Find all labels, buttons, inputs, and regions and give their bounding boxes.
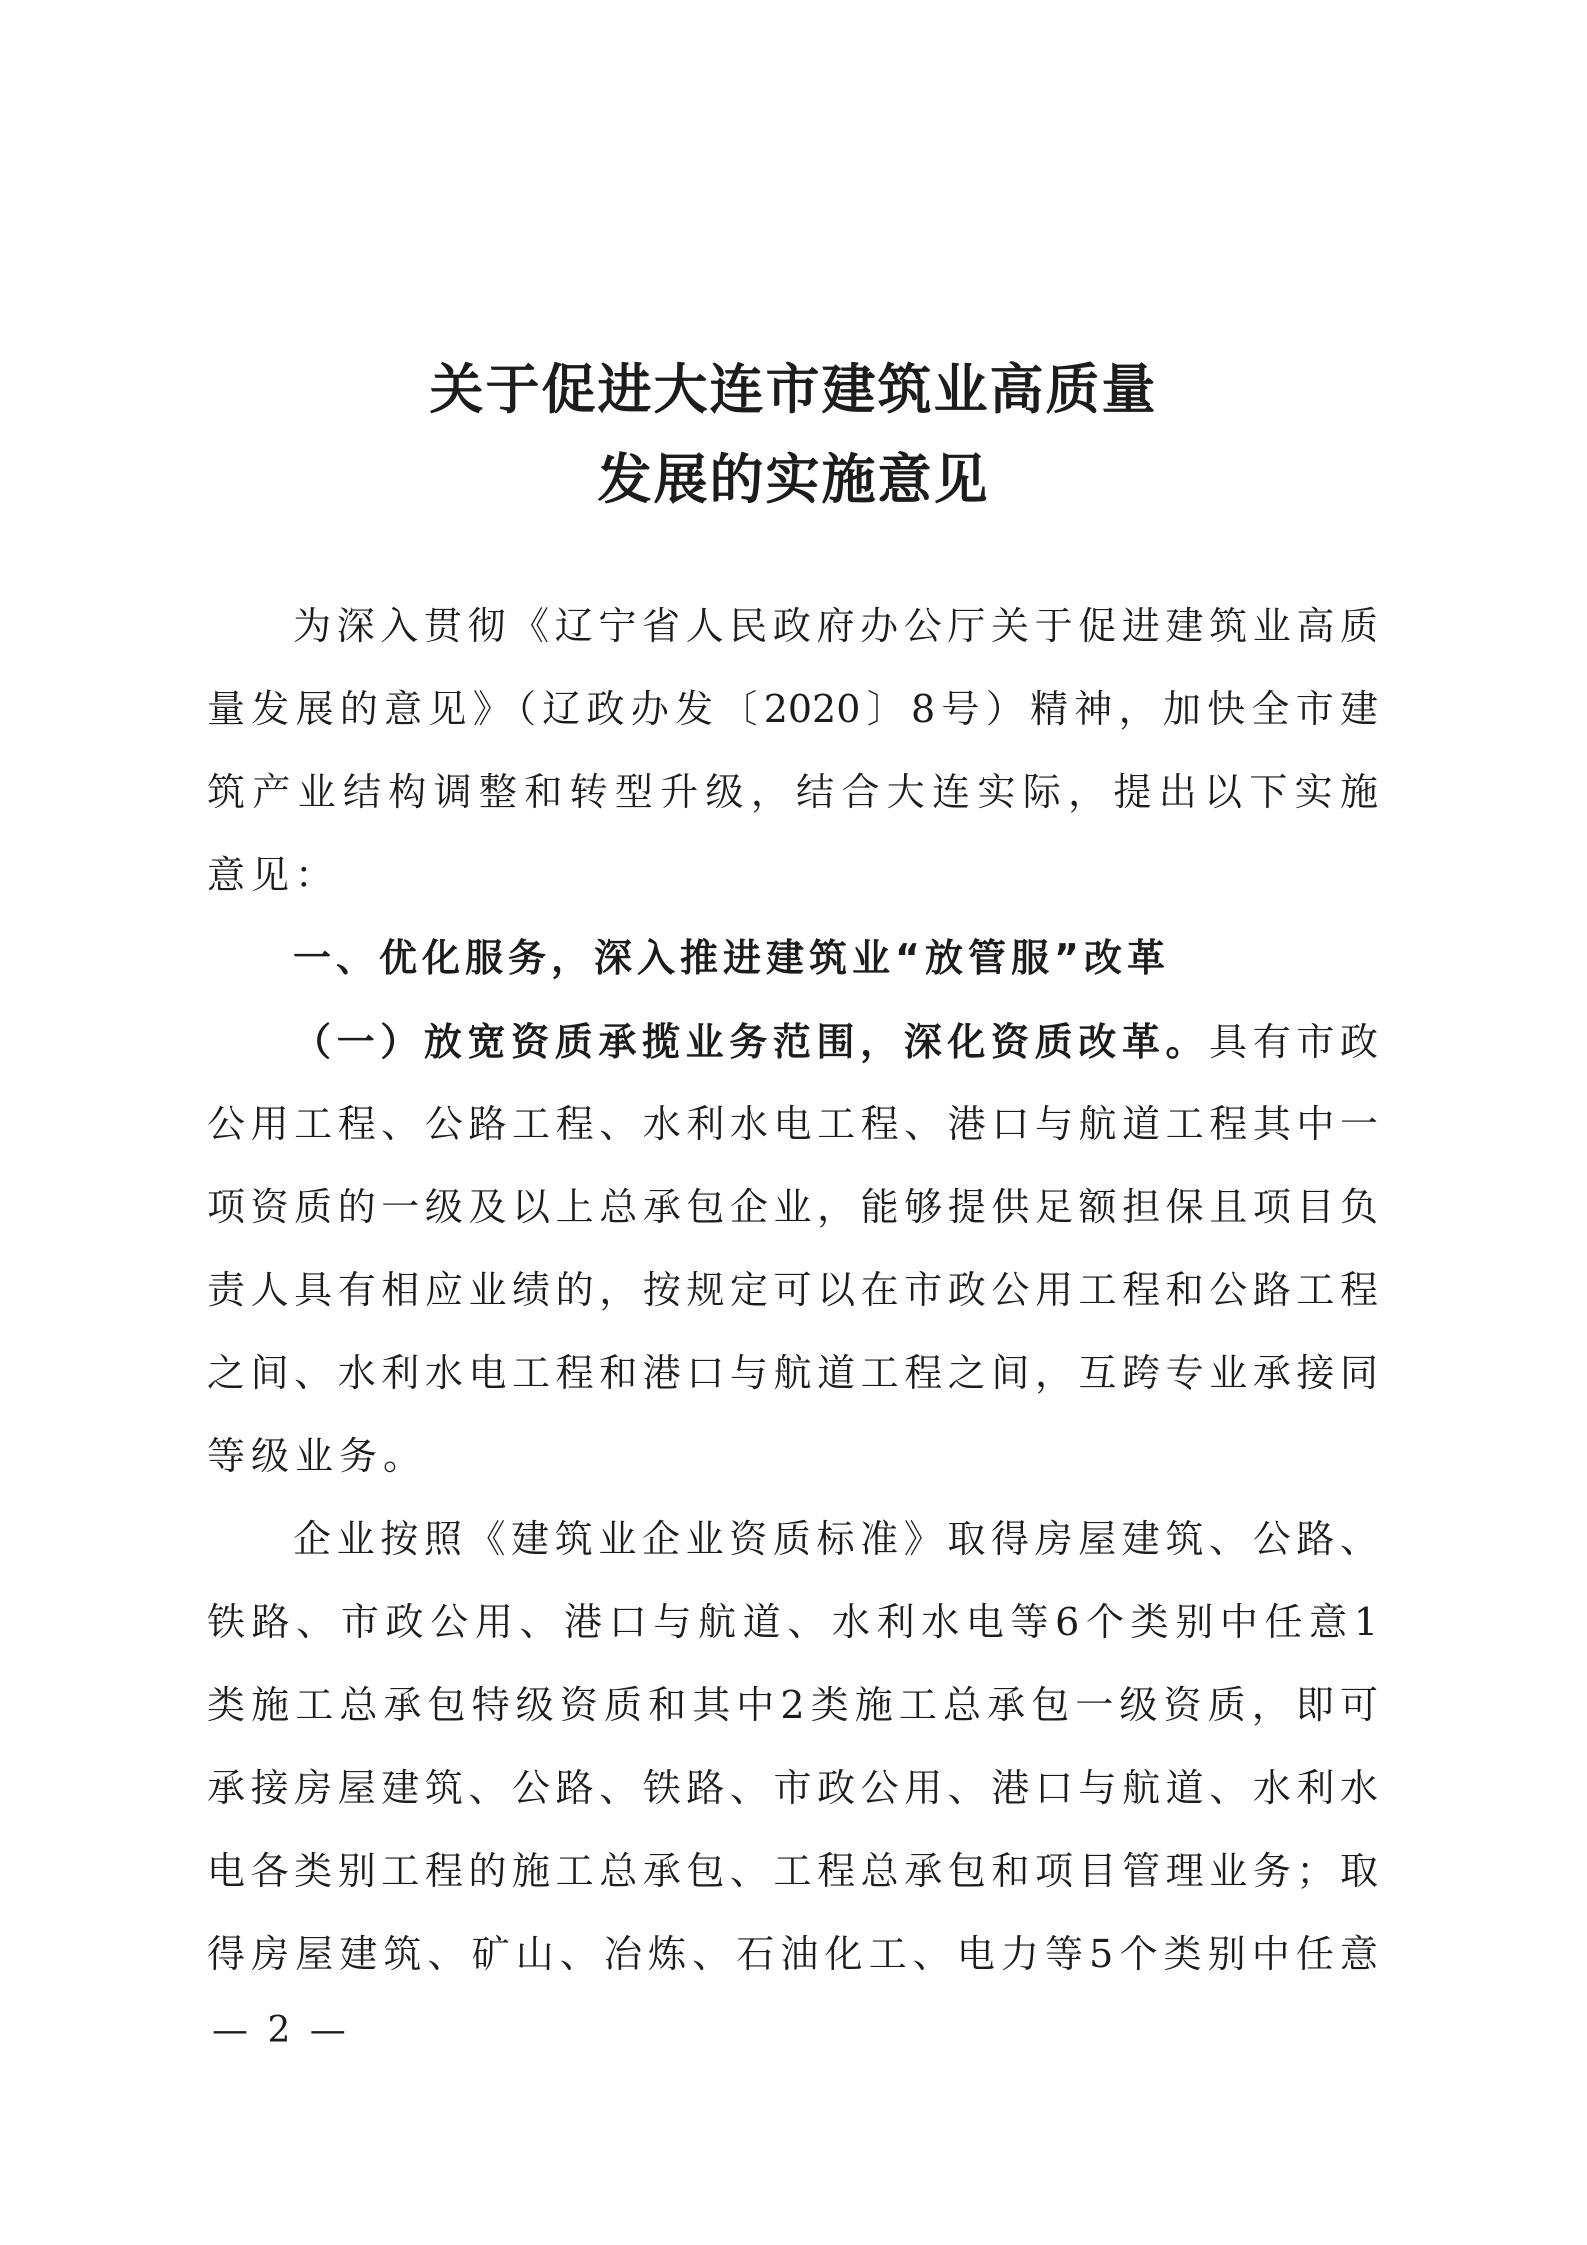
paragraph-line: 铁路、市政公用、港口与航道、水利水电等6个类别中任意1 (207, 1600, 1378, 1644)
item-line: 责人具有相应业绩的，按规定可以在市政公用工程和公路工程 (207, 1268, 1378, 1312)
document-body (207, 585, 1378, 1996)
title-line-2: 发展的实施意见 (597, 447, 990, 511)
intro-line: 筑产业结构调整和转型升级，结合大连实际，提出以下实施 (207, 770, 1378, 814)
paragraph-line: 类施工总承包特级资质和其中2类施工总承包一级资质，即可 (207, 1683, 1378, 1727)
item-lead-title: （一）放宽资质承揽业务范围，深化资质改革。 (293, 1019, 1210, 1064)
intro-line: 为深入贯彻《辽宁省人民政府办公厅关于促进建筑业高质 (293, 604, 1378, 648)
paragraph-line: 承接房屋建筑、公路、铁路、市政公用、港口与航道、水利水 (207, 1766, 1378, 1810)
item-line: 之间、水利水电工程和港口与航道工程之间，互跨专业承接同 (207, 1351, 1378, 1395)
page-number: — 2 — (212, 2010, 350, 2051)
section-heading: 一、优化服务，深入推进建筑业“放管服”改革 (293, 936, 1170, 980)
title-line-1: 关于促进大连市建筑业高质量 (429, 357, 1158, 421)
item-line: 项资质的一级及以上总承包企业，能够提供足额担保且项目负 (207, 1185, 1378, 1229)
paragraph-line: 得房屋建筑、矿山、冶炼、石油化工、电力等5个类别中任意 (207, 1932, 1378, 1976)
item-first-line (207, 1000, 1378, 1083)
intro-line: 量发展的意见》（辽政办发〔2020〕8号）精神，加快全市建 (207, 687, 1378, 731)
document-title (0, 344, 1587, 524)
paragraph-line: 企业按照《建筑业企业资质标准》取得房屋建筑、公路、 (293, 1517, 1378, 1561)
intro-line: 意见： (207, 853, 340, 897)
item-line: 等级业务。 (207, 1434, 428, 1478)
item-first-line-text: 具有市政 (1209, 1020, 1378, 1064)
paragraph-line: 电各类别工程的施工总承包、工程总承包和项目管理业务；取 (207, 1849, 1378, 1893)
item-line: 公用工程、公路工程、水利水电工程、港口与航道工程其中一 (207, 1102, 1378, 1146)
